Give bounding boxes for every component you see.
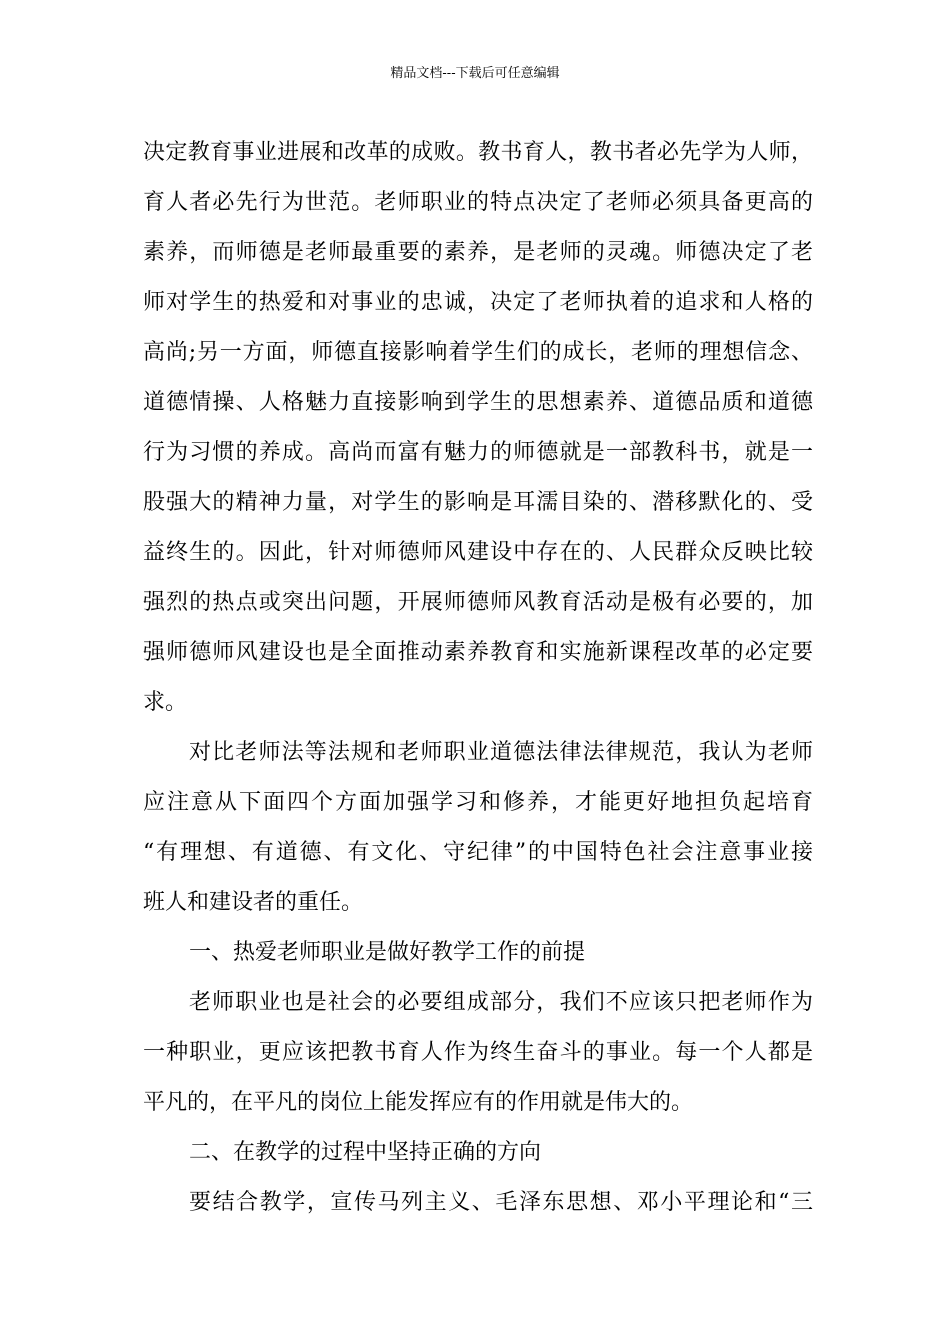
text-line: 育人者必先行为世范。老师职业的特点决定了老师必须具备更高的 [143,190,813,215]
text-line: 道德情操、人格魅力直接影响到学生的思想素养、道德品质和道德 [143,390,813,415]
paragraph-first-line: 对比老师法等法规和老师职业道德法律法律规范，我认为老师 [189,740,813,765]
text-line: 素养，而师德是老师最重要的素养，是老师的灵魂。师德决定了老 [143,240,813,265]
text-line: “有理想、有道德、有文化、守纪律”的中国特色社会注意事业接 [143,840,813,865]
text-line: 强师德师风建设也是全面推动素养教育和实施新课程改革的必定要 [143,640,813,665]
text-line: 平凡的，在平凡的岗位上能发挥应有的作用就是伟大的。 [143,1090,694,1115]
paragraph-first-line: 要结合教学，宣传马列主义、毛泽东思想、邓小平理论和“三 [189,1190,813,1215]
text-line: 班人和建设者的重任。 [143,890,364,915]
text-line: 决定教育事业进展和改革的成败。教书育人，教书者必先学为人师， [143,140,813,165]
text-line: 高尚;另一方面，师德直接影响着学生们的成长，老师的理想信念、 [143,340,813,365]
text-line: 一种职业，更应该把教书育人作为终生奋斗的事业。每一个人都是 [143,1040,813,1065]
text-line: 求。 [143,690,188,715]
text-line: 强烈的热点或突出问题，开展师德师风教育活动是极有必要的，加 [143,590,813,615]
text-line: 师对学生的热爱和对事业的忠诚，决定了老师执着的追求和人格的 [143,290,813,315]
text-line: 益终生的。因此，针对师德师风建设中存在的、人民群众反映比较 [143,540,813,565]
body-text [143,128,813,1228]
paragraph-first-line: 老师职业也是社会的必要组成部分，我们不应该只把老师作为 [189,990,813,1015]
text-line: 股强大的精神力量，对学生的影响是耳濡目染的、潜移默化的、受 [143,490,813,515]
text-line: 行为习惯的养成。高尚而富有魅力的师德就是一部教科书，就是一 [143,440,813,465]
text-line: 应注意从下面四个方面加强学习和修养，才能更好地担负起培育 [143,790,813,815]
section-heading: 二、在教学的过程中坚持正确的方向 [189,1140,542,1165]
section-heading: 一、热爱老师职业是做好教学工作的前提 [189,940,586,965]
page-header: 精品文档---下载后可任意编辑 [390,66,560,81]
